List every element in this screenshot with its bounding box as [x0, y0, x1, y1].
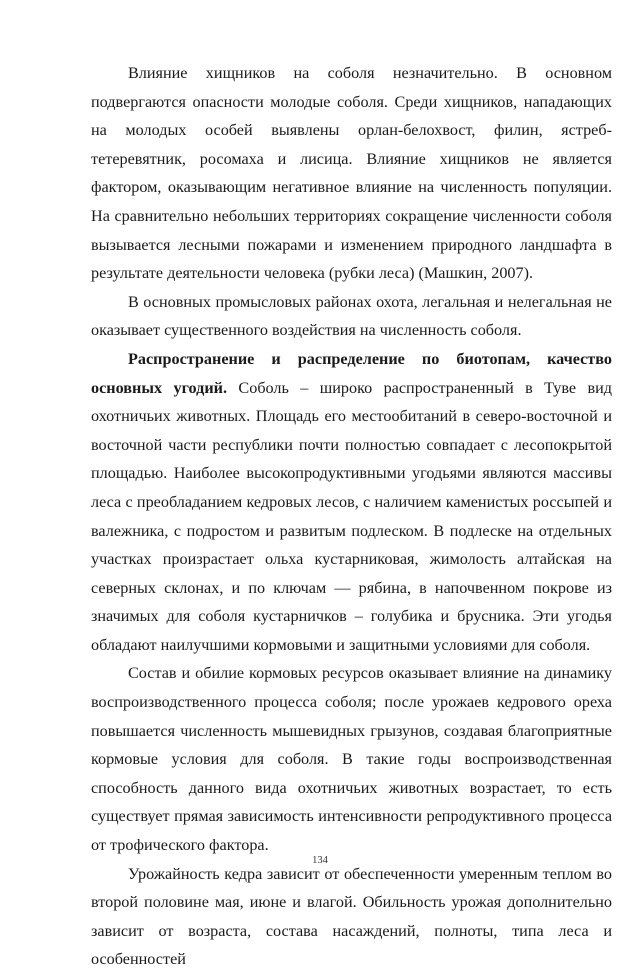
paragraph-food-resources: Состав и обилие кормовых ресурсов оказывает влияние на динамику воспроизводственного процесса соболя; после урожаев кедрового ореха повышается численность мышевидных грызунов, создавая благоприятные кормовые условия для соболя. В такие годы воспроизводственная способность данного вида охотничьих животных возрастает, то есть существует прямая зависимость интенсивности репродуктивного процесса от трофического фактора. [91, 664, 612, 855]
page-number: 134 [312, 855, 328, 866]
paragraph-cedar-yield: Урожайность кедра зависит от обеспеченности умеренным теплом во второй половине мая, июне и влагой. Обильность урожая дополнительно зависит от возраста, состава насаждений, полноты, типа леса и особенностей [91, 864, 612, 969]
paragraph-distribution [91, 345, 612, 660]
paragraph-hunting: В основных промысловых районах охота, легальная и нелегальная не оказывает существенного воздействия на численность соболя. [91, 292, 612, 340]
paragraph-predators: Влияние хищников на соболя незначительно. В основном подвергаются опасности молодые соболя. Среди хищников, нападающих на молодых особей выявлены орлан-белохвост, филин, ястреб-тетеревятник, росомаха и лисица. Влияние хищников не является фактором, оказывающим негативное влияние на численность популяции. На сравнительно небольших территориях сокращение численности соболя вызывается лесными пожарами и изменением природного ландшафта в результате деятельности человека (рубки леса) (Машкин, 2007). [91, 64, 612, 283]
section-heading: Распространение и распределение по биотопам, качество основных угодий. [91, 349, 612, 397]
paragraph-distribution-text: Соболь – широко распространенный в Туве вид охотничьих животных. Площадь его местообитаний в северо-восточной и восточной части республики почти полностью совпадает с лесопокрытой площадью. Наиболее высокопродуктивными угодьями являются массивы леса с преобладанием кедровых лесов, с наличием каменистых россыпей и валежника, с подростом и развитым подлеском. В подлеске на отдельных участках произрастает ольха кустарниковая, жимолость алтайская на северных склонах, и по ключам — рябина, в напочвенном покрове из значимых для соболя кустарничков – голубика и брусника. Эти угодья обладают наилучшими кормовыми и защитными условиями для соболя. [91, 378, 612, 654]
document-page [91, 59, 612, 974]
